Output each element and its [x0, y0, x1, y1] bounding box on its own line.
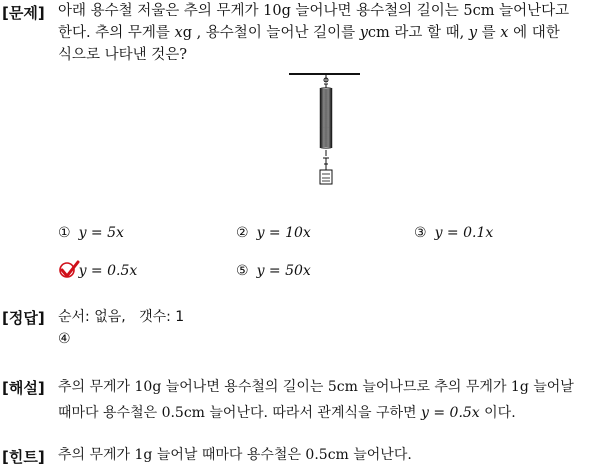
- choice-text: y = 50x: [256, 263, 311, 279]
- problem-line-2-part: g , 용수철이 늘어난 길이를: [182, 25, 360, 41]
- explanation-line-2: [58, 400, 592, 426]
- check-mark-icon: [58, 259, 80, 281]
- explanation-tag: [해설]: [2, 379, 45, 397]
- choice-text: y = 5x: [78, 225, 124, 241]
- problem-line-3: 식으로 나타낸 것은?: [58, 47, 188, 63]
- problem-tag: [문제]: [2, 4, 45, 22]
- choice-number: ⑤: [236, 263, 249, 279]
- choice-1[interactable]: [58, 225, 124, 241]
- hint-text: [58, 444, 592, 466]
- problem-line-1: 아래 용수철 저울은 추의 무게가 10g 늘어나면 용수철의 길이는 5cm 늘어난다고: [58, 3, 570, 19]
- problem-line-2-part: cm 라고 할 때,: [367, 25, 469, 41]
- choice-text: y = 10x: [256, 225, 311, 241]
- problem-text: [58, 0, 592, 66]
- hint-line: 추의 무게가 1g 늘어날 때마다 용수철은 0.5cm 늘어난다.: [58, 447, 412, 463]
- var-y: y: [468, 25, 478, 41]
- choice-text: y = 0.5x: [78, 263, 138, 279]
- explanation-line-1: 추의 무게가 10g 늘어나면 용수철의 길이는 5cm 늘어나므로 추의 무게가 1g 늘어날: [58, 379, 574, 395]
- answer-line-1: 순서: 없음, 갯수: 1: [58, 309, 185, 325]
- answer-tag: [정답]: [2, 309, 45, 327]
- problem-line-2-part: 를: [477, 25, 501, 41]
- var-y: y: [359, 25, 368, 41]
- explanation-text: [58, 374, 592, 426]
- choice-3[interactable]: [414, 225, 493, 241]
- explanation-line-2-part: 때마다 용수철은 0.5cm 늘어난다. 따라서 관계식을 구하면: [58, 405, 421, 421]
- choice-2[interactable]: [236, 225, 311, 241]
- spring-coils: [320, 88, 332, 148]
- choice-number: ②: [236, 225, 249, 241]
- var-x: x: [174, 25, 183, 41]
- problem-line-2-part: 에 대한: [508, 25, 560, 41]
- var-x: x: [500, 25, 509, 41]
- hint-tag: [힌트]: [2, 448, 45, 466]
- explanation-line-2-part: 이다.: [479, 405, 516, 421]
- problem-line-2: [58, 22, 592, 44]
- problem-line-2-part: 한다. 추의 무게를: [58, 25, 175, 41]
- spring-scale-figure: [286, 68, 366, 190]
- choice-text: y = 0.1x: [434, 225, 494, 241]
- answer-text: [58, 306, 592, 350]
- choice-number: ③: [414, 225, 427, 241]
- explanation-equation: y = 0.5x: [421, 405, 480, 421]
- spring-coil: [320, 146, 332, 148]
- choice-number: ①: [58, 225, 71, 241]
- choice-5[interactable]: [236, 263, 311, 279]
- answer-line-2: ④: [58, 331, 71, 347]
